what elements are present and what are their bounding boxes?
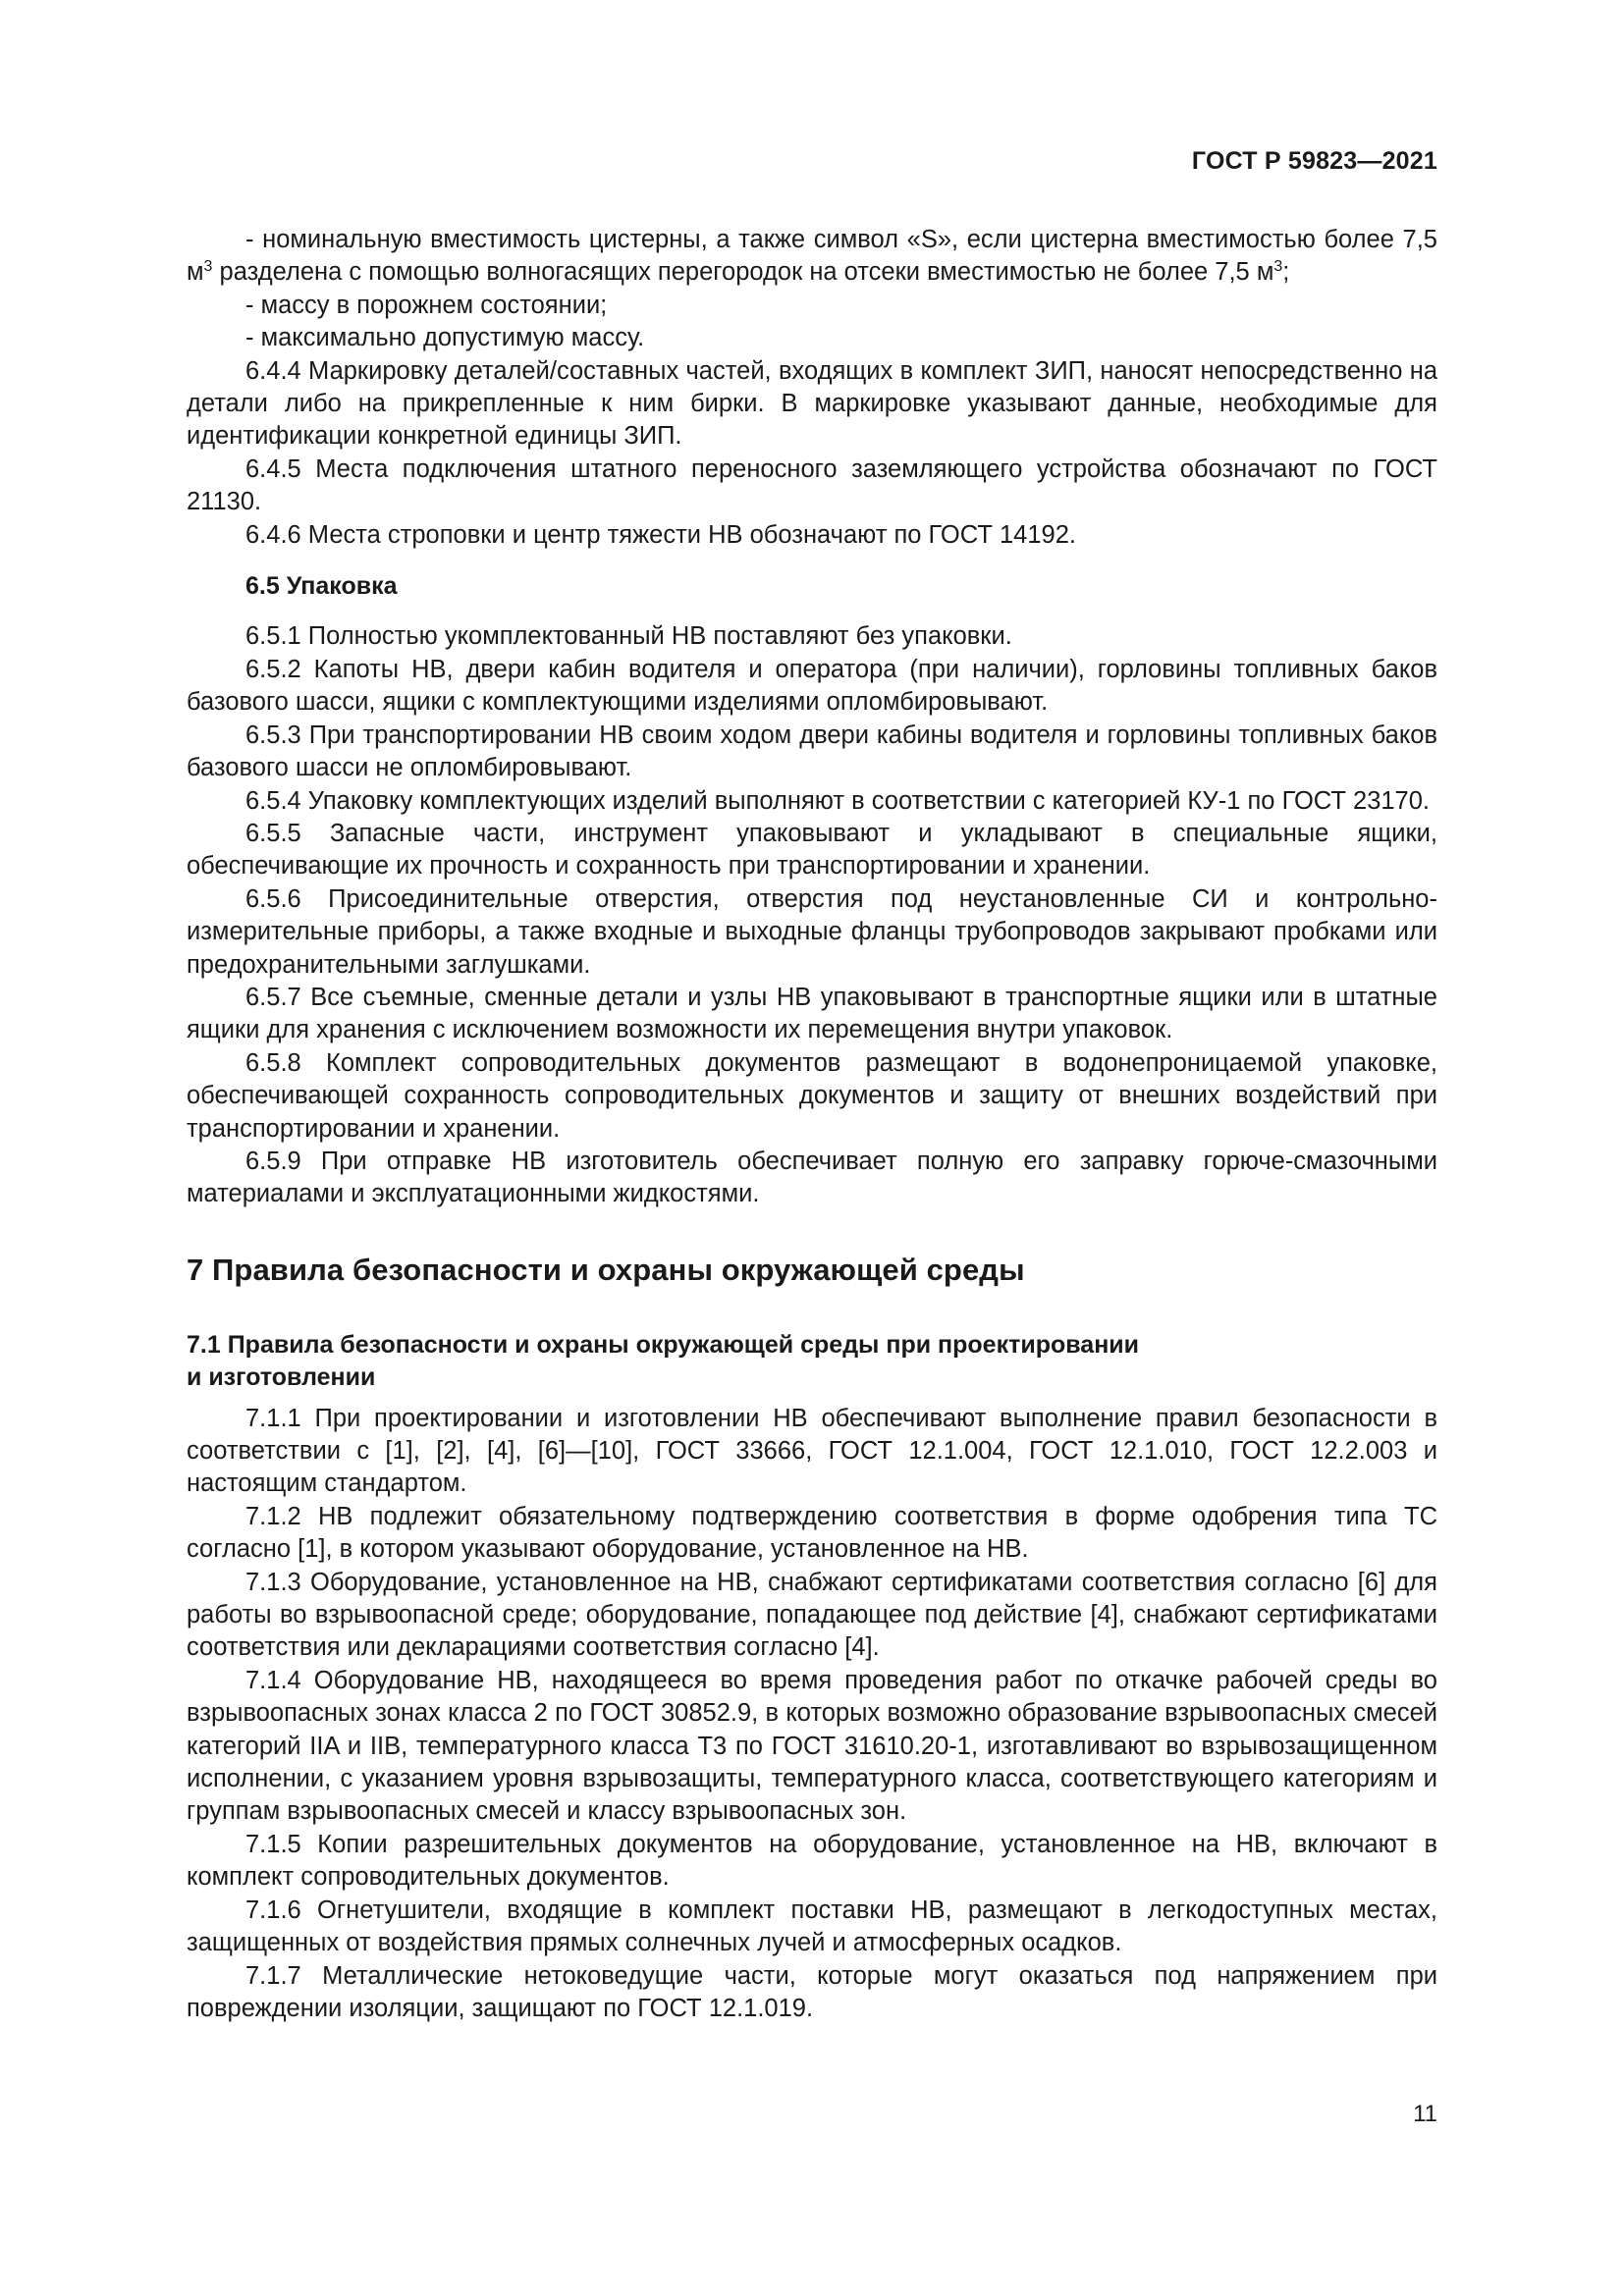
paragraph-7-1-6: 7.1.6 Огнетушители, входящие в комплект поставки НВ, размещают в легкодоступных местах, защищенных от воздействия прямых солнечных лучей и атмосферных осадков.: [187, 1896, 1437, 1957]
paragraph-6-5-8: 6.5.8 Комплект сопроводительных документов размещают в водонепроницаемой упаковке, обеспечивающей сохранность сопроводительных документов и защиту от внешних воздействий при транспортировании и хранении.: [187, 1048, 1437, 1143]
paragraph-6-5-2: 6.5.2 Капоты НВ, двери кабин водителя и оператора (при наличии), горловины топливных баков базового шасси, ящики с комплектующими изделиями опломбировывают.: [187, 655, 1437, 717]
superscript: 3: [203, 258, 213, 276]
paragraph-7-1-1: 7.1.1 При проектировании и изготовлении НВ обеспечивают выполнение правил безопасности в соответствии с [1], [2], [4], [6]—[10], ГОСТ 33666, ГОСТ 12.1.004, ГОСТ 12.1.010, ГОСТ 12.2.003 и настоящим стандартом.: [187, 1404, 1437, 1498]
text-span: - номинальную вместимость цистерны, а также символ «S», если цистерна вместимостью более 7,5 м: [187, 226, 1437, 287]
section-6-5-heading: 6.5 Упаковка: [245, 572, 398, 601]
paragraph-6-5-5: 6.5.5 Запасные части, инструмент упаковывают и укладывают в специальные ящики, обеспечивающие их прочность и сохранность при транспортировании и хранении.: [187, 819, 1437, 881]
paragraph-tank-capacity: [187, 224, 1437, 290]
paragraph-6-5-3: 6.5.3 При транспортировании НВ своим ходом двери кабины водителя и горловины топливных баков базового шасси не опломбировывают.: [187, 721, 1437, 782]
text-span: ;: [1282, 258, 1290, 287]
section-7-1-heading-line2: и изготовлении: [187, 1363, 376, 1392]
section-7-heading: 7 Правила безопасности и охраны окружающей среды: [187, 1252, 1025, 1287]
paragraph-6-5-6: 6.5.6 Присоединительные отверстия, отверстия под неустановленные СИ и контрольно-измерительные приборы, а также входные и выходные фланцы трубопроводов закрывают пробками или предохранительными заглушками.: [187, 884, 1437, 979]
paragraph-6-4-6: 6.4.6 Места строповки и центр тяжести НВ обозначают по ГОСТ 14192.: [245, 520, 1076, 549]
superscript: 3: [1273, 258, 1283, 276]
section-7-1-heading: [187, 1329, 1437, 1395]
paragraph-7-1-4: 7.1.4 Оборудование НВ, находящееся во время проведения работ по откачке рабочей среды во взрывоопасных зонах класса 2 по ГОСТ 30852.9, в которых возможно образование взрывоопасных смесей категорий IIA и IIB, температурного класса Т3 по ГОСТ 31610.20-1, изготавливают во взрывозащищенном исполнении, с указанием уровня взрывозащиты, температурного класса, соответствующего категориям и группам взрывоопасных смесей и классу взрывоопасных зон.: [187, 1666, 1437, 1826]
page-content: [187, 224, 1437, 2025]
paragraph-7-1-2: 7.1.2 НВ подлежит обязательному подтверждению соответствия в форме одобрения типа ТС согласно [1], в котором указывают оборудование, установленное на НВ.: [187, 1502, 1437, 1564]
paragraph-7-1-5: 7.1.5 Копии разрешительных документов на оборудование, установленное на НВ, включают в комплект сопроводительных документов.: [187, 1830, 1437, 1892]
paragraph-7-1-7: 7.1.7 Металлические нетоковедущие части, которые могут оказаться под напряжением при повреждении изоляции, защищают по ГОСТ 12.1.019.: [187, 1961, 1437, 2022]
text-span: разделена с помощью волногасящих перегородок на отсеки вместимостью не более 7,5 м: [212, 258, 1274, 287]
paragraph-6-4-4: 6.4.4 Маркировку деталей/составных частей, входящих в комплект ЗИП, наносят непосредственно на детали либо на прикрепленные к ним бирки. В маркировке указывают данные, необходимые для идентификации конкретной единицы ЗИП.: [187, 356, 1437, 451]
paragraph-empty-mass: - массу в порожнем состоянии;: [245, 291, 608, 319]
paragraph-6-5-7: 6.5.7 Все съемные, сменные детали и узлы НВ упаковывают в транспортные ящики или в штатные ящики для хранения с исключением возможности их перемещения внутри упаковок.: [187, 983, 1437, 1044]
paragraph-7-1-3: 7.1.3 Оборудование, установленное на НВ, снабжают сертификатами соответствия согласно [6] для работы во взрывоопасной среде; оборудование, попадающее под действие [4], снабжают сертификатами соответствия или декларациями соответствия согласно [4].: [187, 1568, 1437, 1662]
paragraph-6-4-5: 6.4.5 Места подключения штатного переносного заземляющего устройства обозначают по ГОСТ 21130.: [187, 454, 1437, 516]
section-7-1-heading-line1: 7.1 Правила безопасности и охраны окружающей среды при проектировании: [187, 1330, 1140, 1359]
standard-designation: ГОСТ Р 59823—2021: [1191, 147, 1437, 175]
paragraph-6-5-9: 6.5.9 При отправке НВ изготовитель обеспечивает полную его заправку горюче-смазочными материалами и эксплуатационными жидкостями.: [187, 1147, 1437, 1208]
paragraph-6-5-4: 6.5.4 Упаковку комплектующих изделий выполняют в соответствии с категорией КУ-1 по ГОСТ 23170.: [245, 786, 1431, 815]
paragraph-max-mass: - максимально допустимую массу.: [245, 324, 645, 352]
paragraph-6-5-1: 6.5.1 Полностью укомплектованный НВ поставляют без упаковки.: [245, 622, 1012, 651]
page-number: 11: [1413, 2101, 1437, 2127]
